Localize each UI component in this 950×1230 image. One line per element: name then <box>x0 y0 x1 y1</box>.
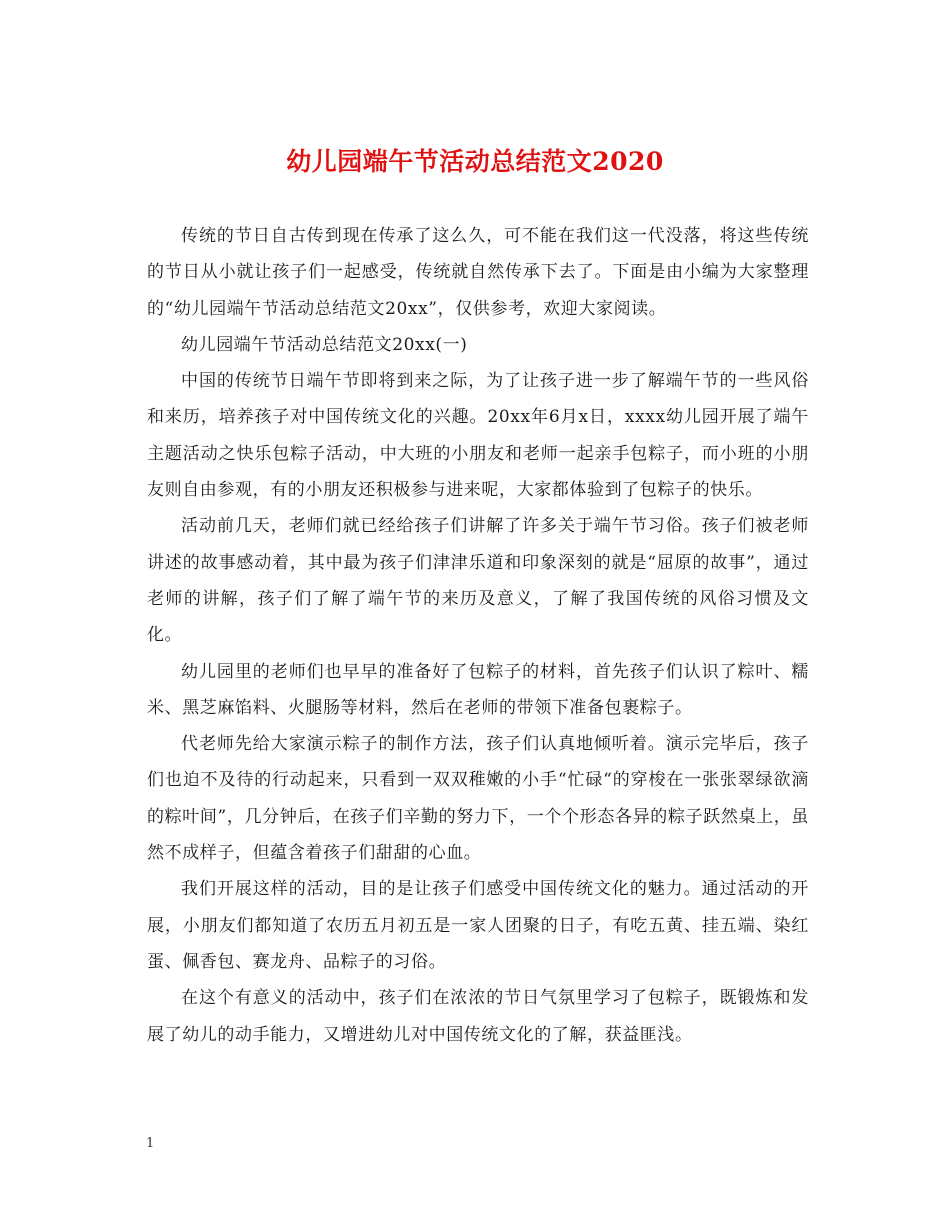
paragraph-background: 中国的传统节日端午节即将到来之际，为了让孩子进一步了解端午节的一些风俗和来历，培养孩子对中国传统文化的兴趣。20xx年6月x日，xxxx幼儿园开展了端午主题活动之快乐包粽子活动，中大班的小朋友和老师一起亲手包粽子，而小班的小朋友则自由参观，有的小朋友还积极参与进来呢，大家都体验到了包粽子的快乐。 <box>147 371 809 501</box>
paragraph-conclusion: 在这个有意义的活动中，孩子们在浓浓的节日气氛里学习了包粽子，既锻炼和发展了幼儿的动手能力，又增进幼儿对中国传统文化的了解，获益匪浅。 <box>147 988 809 1045</box>
paragraph-purpose: 我们开展这样的活动，目的是让孩子们感受中国传统文化的魅力。通过活动的开展，小朋友们都知道了农历五月初五是一家人团聚的日子，有吃五黄、挂五端、染红蛋、佩香包、赛龙舟、品粽子的习俗。 <box>147 879 809 972</box>
document-body <box>147 218 809 1053</box>
paragraph-demonstration: 代老师先给大家演示粽子的制作方法，孩子们认真地倾听着。演示完毕后，孩子们也迫不及待的行动起来，只看到一双双稚嫩的小手“忙碌“的穿梭在一张张翠绿欲滴的粽叶间”，几分钟后，在孩子们辛勤的努力下，一个个形态各异的粽子跃然桌上，虽然不成样子，但蕴含着孩子们甜甜的心血。 <box>147 734 809 864</box>
paragraph-stories: 活动前几天，老师们就已经给孩子们讲解了许多关于端午节习俗。孩子们被老师讲述的故事感动着，其中最为孩子们津津乐道和印象深刻的就是“屈原的故事”，通过老师的讲解，孩子们了解了端午节的来历及意义，了解了我国传统的风俗习惯及文化。 <box>147 516 809 646</box>
paragraph-intro: 传统的节日自古传到现在传承了这么久，可不能在我们这一代没落，将这些传统的节日从小就让孩子们一起感受，传统就自然传承下去了。下面是由小编为大家整理的“幼儿园端午节活动总结范文20xx”，仅供参考，欢迎大家阅读。 <box>147 226 809 319</box>
paragraph-materials: 幼儿园里的老师们也早早的准备好了包粽子的材料，首先孩子们认识了粽叶、糯米、黑芝麻馅料、火腿肠等材料，然后在老师的带领下准备包裹粽子。 <box>147 661 809 718</box>
paragraph-subtitle: 幼儿园端午节活动总结范文20xx(一) <box>181 334 468 355</box>
document-title: 幼儿园端午节活动总结范文2020 <box>286 147 664 176</box>
page-number: 1 <box>146 1136 155 1151</box>
